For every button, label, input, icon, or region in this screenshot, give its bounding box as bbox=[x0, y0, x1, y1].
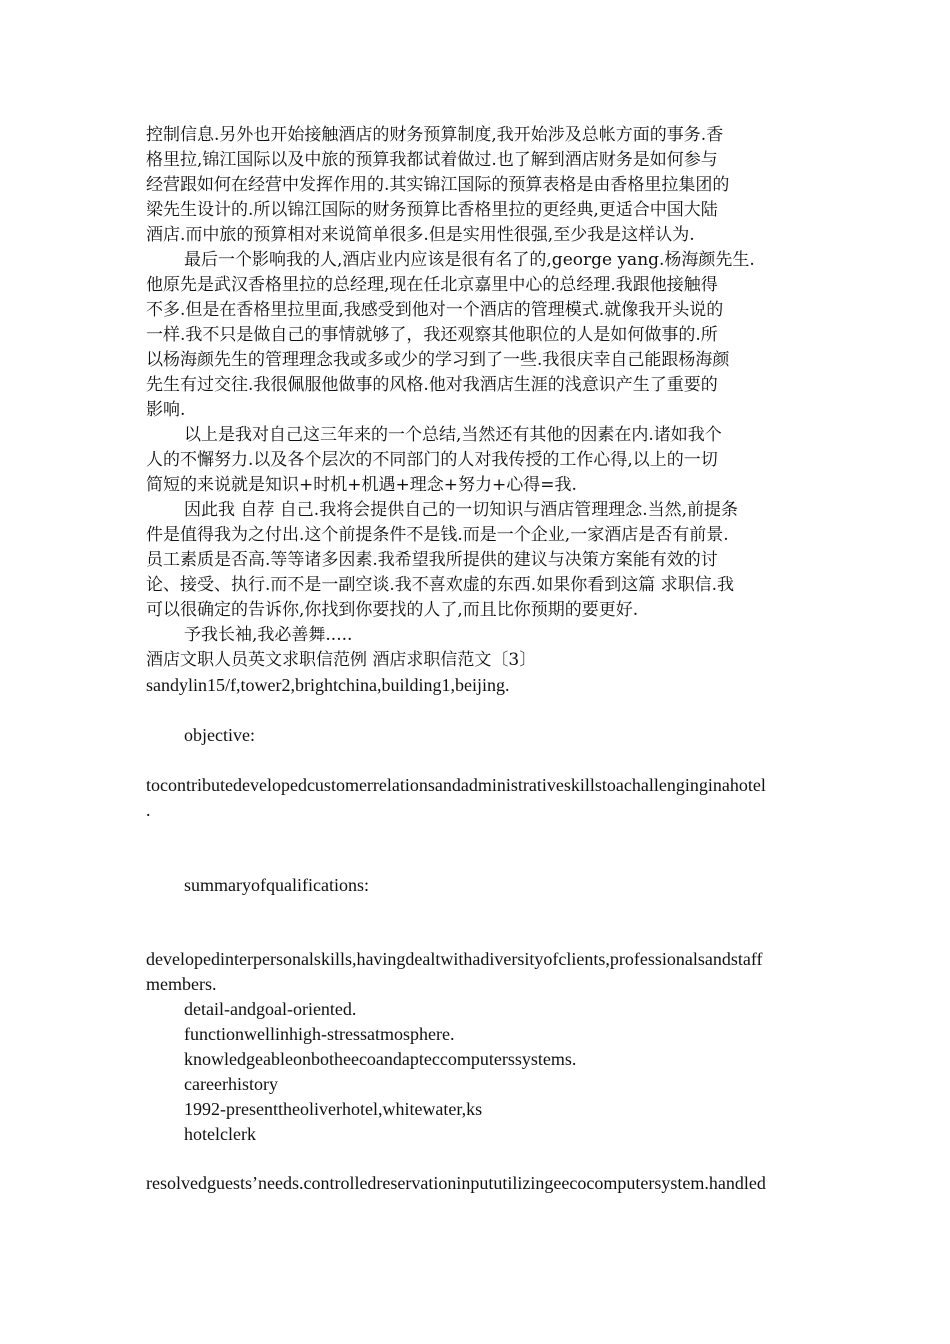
body-line: 他原先是武汉香格里拉的总经理,现在任北京嘉里中心的总经理.我跟他接触得 bbox=[146, 275, 718, 295]
qualification-item: functionwellinhigh-stressatmosphere. bbox=[184, 1024, 455, 1044]
body-line: 梁先生设计的.所以锦江国际的财务预算比香格里拉的更经典,更适合中国大陆 bbox=[146, 200, 718, 220]
career-heading: careerhistory bbox=[184, 1074, 278, 1094]
address-line: sandylin15/f,tower2,brightchina,building1,beijing. bbox=[146, 675, 510, 695]
body-line: 先生有过交往.我很佩服他做事的风格.他对我酒店生涯的浅意识产生了重要的 bbox=[146, 375, 718, 395]
body-line: 件是值得我为之付出.这个前提条件不是钱.而是一个企业,一家酒店是否有前景. bbox=[146, 525, 729, 545]
body-line: 人的不懈努力.以及各个层次的不同部门的人对我传授的工作心得,以上的一切 bbox=[146, 450, 718, 470]
career-entry: 1992-presenttheoliverhotel,whitewater,ks bbox=[184, 1099, 483, 1119]
body-line: 简短的来说就是知识+时机+机遇+理念+努力+心得=我. bbox=[146, 475, 577, 495]
body-line: 酒店.而中旅的预算相对来说简单很多.但是实用性很强,至少我是这样认为. bbox=[146, 225, 695, 245]
objective-text: tocontributedevelopedcustomerrelationsandadministrativeskillstoachallenginginahotel bbox=[146, 775, 766, 795]
body-line: 控制信息.另外也开始接触酒店的财务预算制度,我开始涉及总帐方面的事务.香 bbox=[146, 125, 724, 145]
section-heading: 酒店文职人员英文求职信范例 酒店求职信范文〔3〕 bbox=[146, 650, 537, 670]
body-line: 格里拉,锦江国际以及中旅的预算我都试着做过.也了解到酒店财务是如何参与 bbox=[146, 150, 718, 170]
objective-heading: objective: bbox=[184, 725, 255, 745]
body-line: 不多.但是在香格里拉里面,我感受到他对一个酒店的管理模式.就像我开头说的 bbox=[146, 300, 724, 320]
body-line: 以杨海颜先生的管理理念我或多或少的学习到了一些.我很庆幸自己能跟杨海颜 bbox=[146, 350, 730, 370]
body-line: 影响. bbox=[146, 400, 186, 420]
body-line: 员工素质是否高.等等诸多因素.我希望我所提供的建议与决策方案能有效的讨 bbox=[146, 550, 718, 570]
summary-text: developedinterpersonalskills,havingdealtwithadiversityofclients,professionalsandstaff bbox=[146, 949, 763, 969]
body-line: 一样.我不只是做自己的事情就够了，我还观察其他职位的人是如何做事的.所 bbox=[146, 325, 718, 345]
body-line: 可以很确定的告诉你,你找到你要找的人了,而且比你预期的要更好. bbox=[146, 600, 639, 620]
paragraph-start: 以上是我对自己这三年来的一个总结,当然还有其他的因素在内.诸如我个 bbox=[184, 425, 722, 445]
paragraph-start: 最后一个影响我的人,酒店业内应该是很有名了的,george yang.杨海颜先生. bbox=[184, 250, 755, 270]
objective-text-end: . bbox=[146, 800, 151, 820]
paragraph-start: 予我长袖,我必善舞..... bbox=[184, 625, 353, 645]
job-description: resolvedguests’needs.controlledreservationinpututilizingeecocomputersystem.handled bbox=[146, 1173, 766, 1193]
qualification-item: knowledgeableonbotheecoandapteccomputerssystems. bbox=[184, 1049, 577, 1069]
body-line: 经营跟如何在经营中发挥作用的.其实锦江国际的预算表格是由香格里拉集团的 bbox=[146, 175, 730, 195]
body-line: 论、接受、执行.而不是一副空谈.我不喜欢虚的东西.如果你看到这篇 求职信.我 bbox=[146, 575, 735, 595]
summary-text-end: members. bbox=[146, 974, 217, 994]
qualification-item: detail-andgoal-oriented. bbox=[184, 999, 357, 1019]
summary-heading: summaryofqualifications: bbox=[184, 875, 369, 895]
job-title: hotelclerk bbox=[184, 1124, 256, 1144]
paragraph-start: 因此我 自荐 自己.我将会提供自己的一切知识与酒店管理理念.当然,前提条 bbox=[184, 500, 739, 520]
